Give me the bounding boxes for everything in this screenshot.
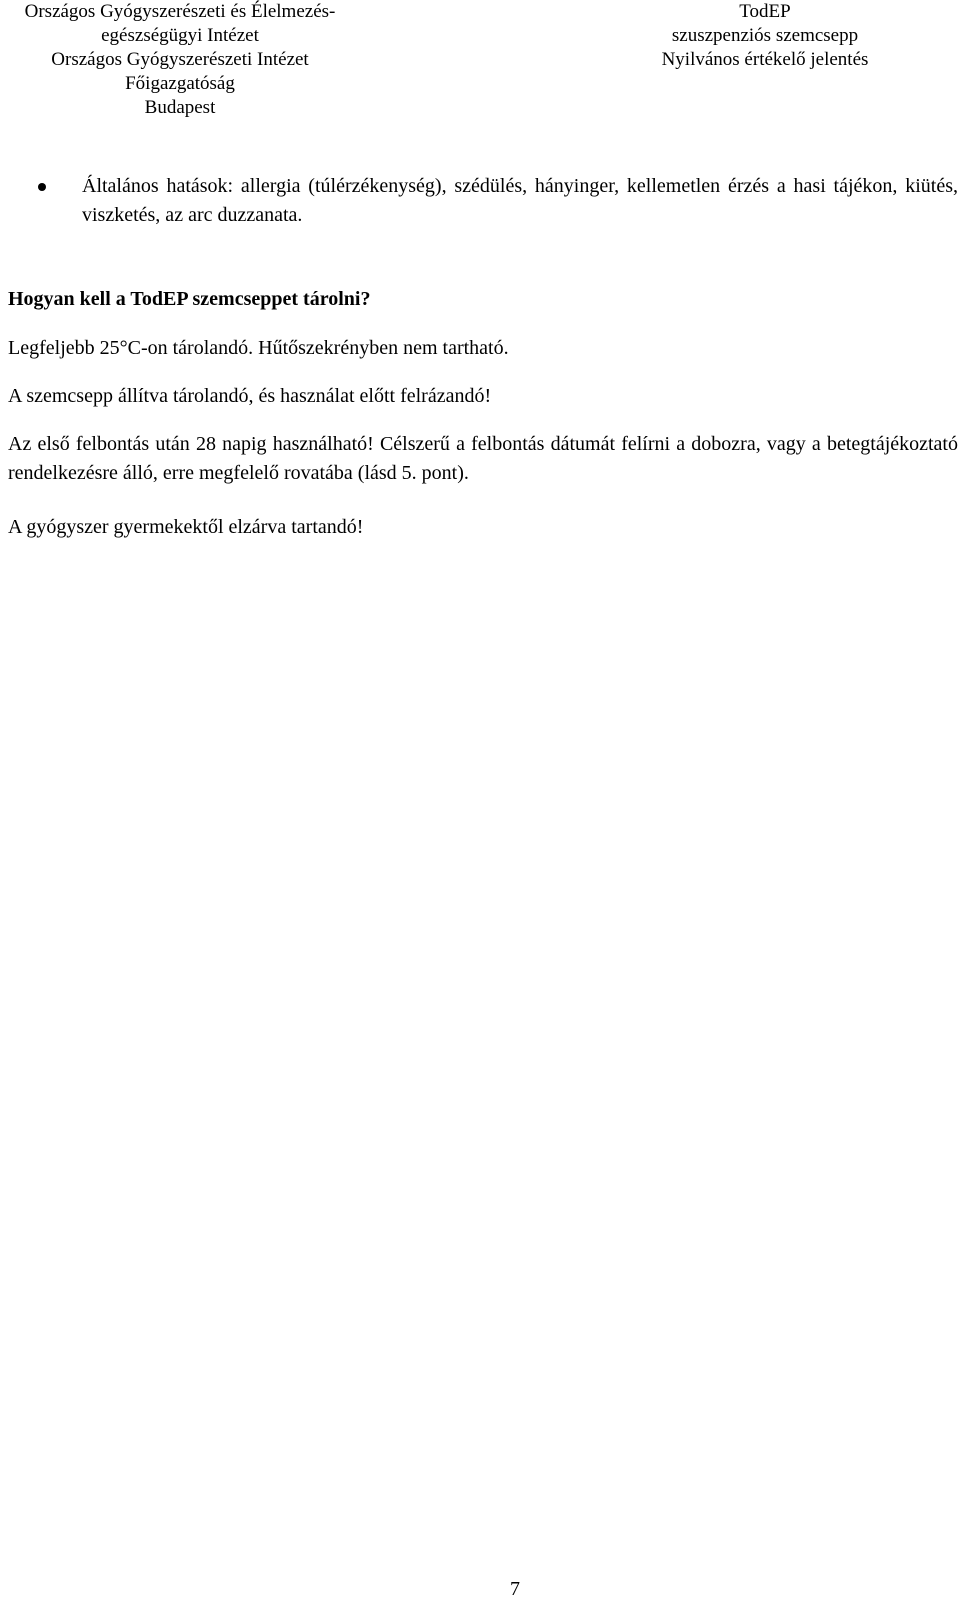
- header-product: [625, 0, 905, 72]
- paragraph: Az első felbontás után 28 napig használható! Célszerű a felbontás dátumát felírni a dobozra, vagy a betegtájékoztató rendelkezésre álló, erre megfelelő rovatába (lásd 5. pont).: [8, 433, 958, 484]
- header-left-line: Budapest: [144, 97, 216, 118]
- header-right-line: Nyilvános értékelő jelentés: [661, 49, 869, 70]
- header-institution: [0, 0, 360, 120]
- bullet-icon: [38, 183, 46, 191]
- document-body: [8, 172, 958, 542]
- list-item: [8, 172, 958, 230]
- header-left-line: Országos Gyógyszerészeti és Élelmezés-: [24, 1, 336, 22]
- paragraph: A szemcsepp állítva tárolandó, és használat előtt felrázandó!: [8, 385, 492, 407]
- paragraph: Legfeljebb 25°C-on tárolandó. Hűtőszekrényben nem tartható.: [8, 337, 509, 359]
- page-number: 7: [510, 1578, 520, 1600]
- section-heading: Hogyan kell a TodEP szemcseppet tárolni?: [8, 288, 371, 310]
- header-right-line: szuszpenziós szemcsepp: [671, 25, 859, 46]
- header-left-line: Főigazgatóság: [125, 73, 235, 94]
- page-header: [0, 0, 960, 130]
- paragraph: A gyógyszer gyermekektől elzárva tartandó!: [8, 516, 364, 538]
- header-left-line: egészségügyi Intézet: [101, 25, 259, 46]
- header-right-line: TodEP: [739, 1, 791, 22]
- list-item-text: Általános hatások: allergia (túlérzékenység), szédülés, hányinger, kellemetlen érzés a hasi tájékon, kiütés, viszketés, az arc duzzanata.: [82, 175, 958, 226]
- header-left-line: Országos Gyógyszerészeti Intézet: [51, 49, 309, 70]
